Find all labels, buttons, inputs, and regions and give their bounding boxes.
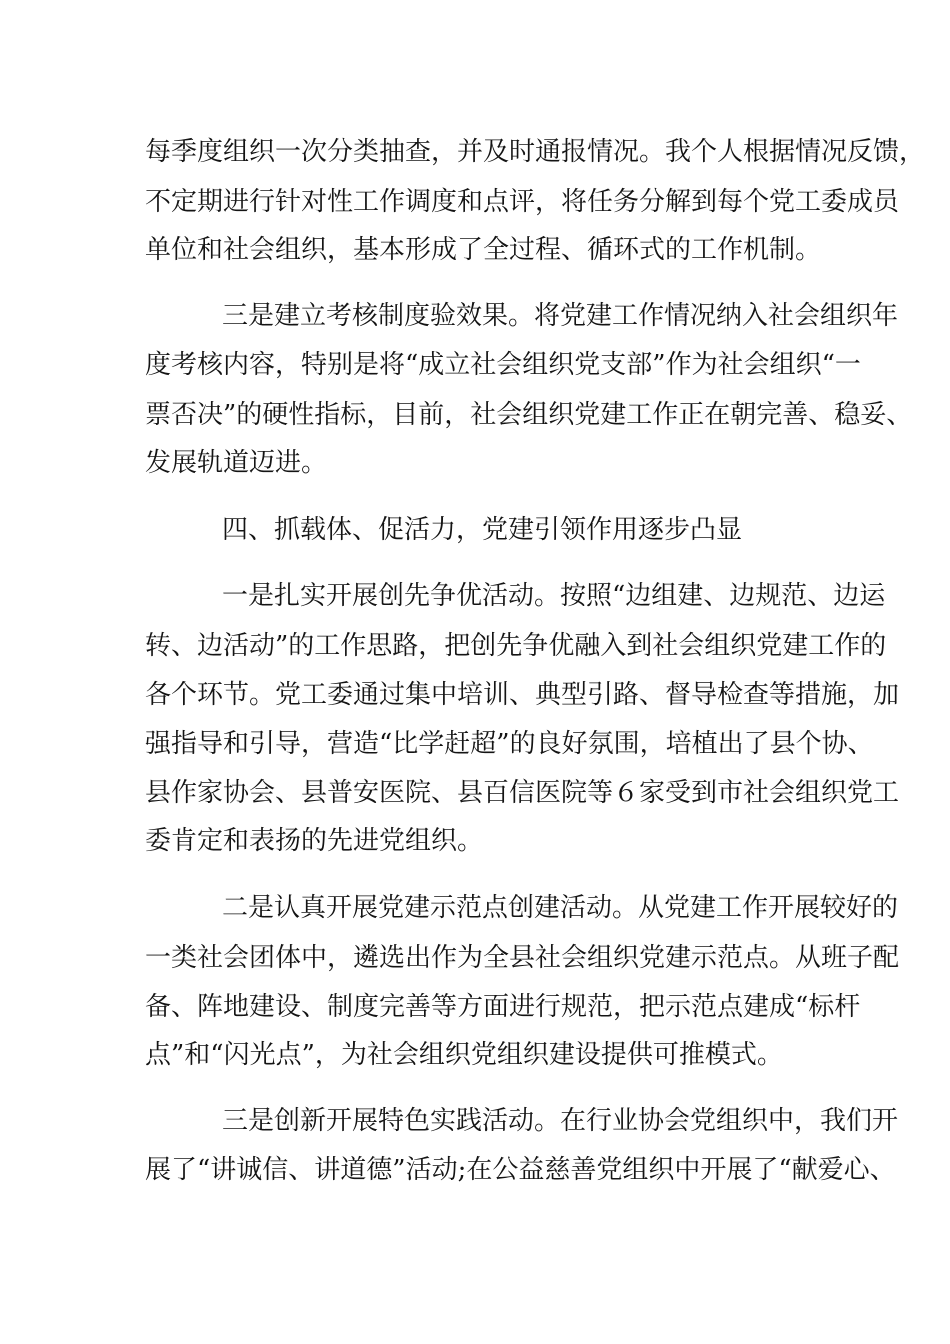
paragraph-line: 强指导和引导，营造“比学赶超”的良好氛围，培植出了县个协、	[145, 729, 874, 759]
paragraph-line: 二是认真开展党建示范点创建活动。从党建工作开展较好的	[222, 893, 899, 923]
paragraph-line: 各个环节。党工委通过集中培训、典型引路、督导检查等措施，加	[145, 680, 900, 710]
paragraph-line: 一类社会团体中，遴选出作为全县社会组织党建示范点。从班子配	[145, 943, 900, 973]
paragraph-line: 票否决”的硬性指标，目前，社会组织党建工作正在朝完善、稳妥、	[145, 400, 913, 430]
paragraph-line: 展了“讲诚信、讲道德”活动;在公益慈善党组织中开展了“献爱心、	[145, 1155, 896, 1185]
paragraph-line: 三是创新开展特色实践活动。在行业协会党组织中，我们开	[222, 1106, 899, 1136]
paragraph-line: 三是建立考核制度验效果。将党建工作情况纳入社会组织年	[222, 301, 899, 331]
paragraph-line: 不定期进行针对性工作调度和点评，将任务分解到每个党工委成员	[145, 187, 900, 217]
paragraph-line: 转、边活动”的工作思路，把创先争优融入到社会组织党建工作的	[145, 631, 887, 661]
paragraph-line: 点”和“闪光点”，为社会组织党组织建设提供可推模式。	[145, 1040, 783, 1070]
paragraph-line: 一是扎实开展创先争优活动。按照“边组建、边规范、边运	[222, 581, 886, 611]
paragraph-line: 委肯定和表扬的先进党组织。	[145, 826, 484, 856]
paragraph-line: 发展轨道迈进。	[145, 448, 328, 478]
paragraph-line: 单位和社会组织，基本形成了全过程、循环式的工作机制。	[145, 235, 822, 265]
section-heading: 四、抓载体、促活力，党建引领作用逐步凸显	[222, 515, 743, 545]
paragraph-line: 县作家协会、县普安医院、县百信医院等６家受到市社会组织党工	[145, 778, 900, 808]
paragraph-line: 每季度组织一次分类抽查，并及时通报情况。我个人根据情况反馈，	[145, 137, 926, 167]
paragraph-line: 备、阵地建设、制度完善等方面进行规范，把示范点建成“标杆	[145, 992, 861, 1022]
paragraph-line: 度考核内容，特别是将“成立社会组织党支部”作为社会组织“一	[145, 350, 861, 380]
